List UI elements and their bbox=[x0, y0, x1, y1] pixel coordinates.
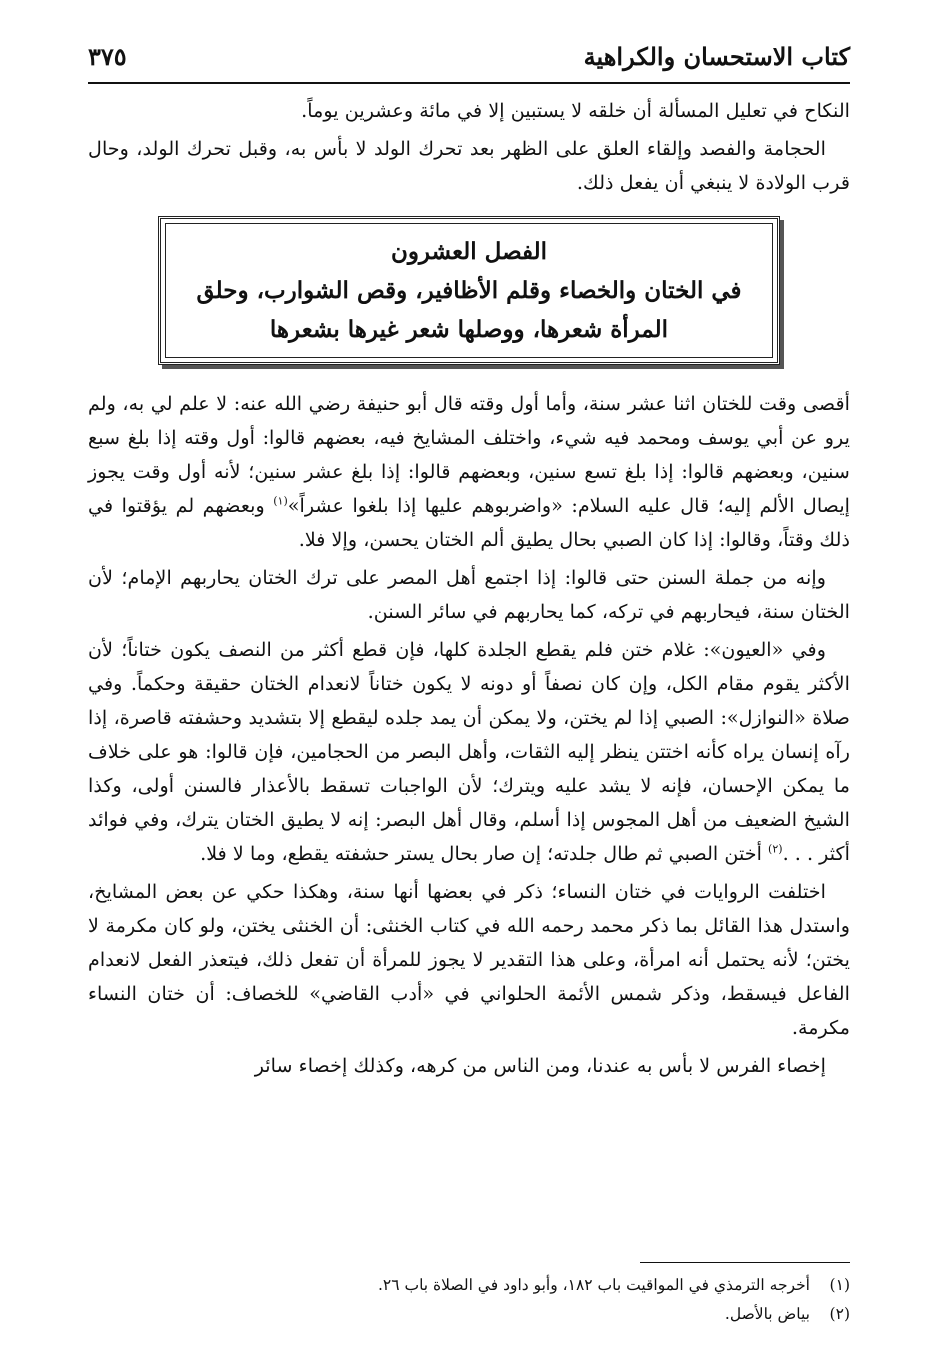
paragraph-text: أختن الصبي ثم طال جلدته؛ إن صار بحال يستر حشفته يقطع، وما لا فلا. bbox=[200, 842, 769, 865]
header-rule bbox=[88, 82, 850, 84]
book-page bbox=[88, 36, 850, 1336]
paragraph-continuation: النكاح في تعليل المسألة أن خلقه لا يستبين إلا في مائة وعشرين يوماً. bbox=[301, 99, 850, 122]
paragraph: اختلفت الروايات في ختان النساء؛ ذكر في بعضها أنها سنة، وهكذا حكي عن بعض المشايخ، واستدل هذا القائل بما ذكر محمد رحمه الله في كتاب الخنثى: أن الخنثى يختن، ولو كان مكرمة لا يختن؛ لأنه يحتمل أنه امرأة، وعلى هذا التقدير لا يجوز للمرأة أن تفعل ذلك، فيتعذر الفعل لانعدام الفاعل فيسقط، وذكر شمس الأئمة الحلواني في «أدب القاضي» للخصاف: أن ختان النساء مكرمة. bbox=[88, 880, 850, 1039]
footnote-ref-1[interactable]: (١) bbox=[273, 494, 288, 508]
paragraph: وإنه من جملة السنن حتى قالوا: إذا اجتمع أهل المصر على ترك الختان يحاربهم الإمام؛ لأن الختان سنة، فيحاربهم في تركه، كما يحاربهم في سائر السنن. bbox=[88, 566, 850, 623]
paragraph-text: وبعضهم لم يؤقتوا في ذلك وقتاً، وقالوا: إذا كان الصبي بحال يطيق ألم الختان يحسن، وإلا فلا. bbox=[88, 494, 850, 551]
paragraph: إخصاء الفرس لا بأس به عندنا، ومن الناس من كرهه، وكذلك إخصاء سائر bbox=[254, 1054, 826, 1077]
footnote bbox=[88, 1271, 850, 1300]
running-title: كتاب الاستحسان والكراهية bbox=[583, 42, 850, 71]
paragraph-text: أقصى وقت للختان اثنا عشر سنة، وأما أول وقته قال أبو حنيفة رضي الله عنه: لا علم لي به، ولم يرو عن أبي يوسف ومحمد فيه شيء، واختلف المشايخ فيه، بعضهم قالوا: أول وقته إذا بلغ سبع سنين، وبعضهم قالوا: إذا بلغ تسع سنين، وبعضهم قالوا: إذا بلغ عشر سنين؛ لأنه أول وقت يجوز إيصال الألم إليه؛ قال عليه السلام: «واضربوهم عليها إذا بلغوا عشراً» bbox=[88, 392, 850, 517]
chapter-heading bbox=[165, 223, 773, 358]
chapter-title-line-1: في الختان والخصاء وقلم الأظافير، وقص الشوارب، وحلق bbox=[196, 277, 742, 304]
footnote-text: أخرجه الترمذي في المواقيت باب ١٨٢، وأبو داود في الصلاة باب ٢٦. bbox=[377, 1276, 810, 1294]
footnote-rule bbox=[640, 1262, 850, 1263]
chapter-title-line-2: المرأة شعرها، ووصلها شعر غيرها بشعرها bbox=[269, 316, 669, 343]
main-text bbox=[88, 94, 850, 1087]
paragraph: الحجامة والفصد وإلقاء العلق على الظهر بعد تحرك الولد لا بأس به، وقبل تحرك الولد، وحال قرب الولادة لا ينبغي أن يفعل ذلك. bbox=[88, 137, 850, 194]
footnote-text: بياض بالأصل. bbox=[724, 1305, 810, 1323]
chapter-heading-box bbox=[158, 216, 780, 365]
page-number: ٣٧٥ bbox=[88, 42, 127, 71]
footnote-ref-2[interactable]: (٢) bbox=[768, 842, 783, 856]
footnotes bbox=[88, 1262, 850, 1329]
footnote-number: (٢) bbox=[829, 1305, 850, 1323]
footnote-number: (١) bbox=[829, 1276, 850, 1294]
paragraph bbox=[88, 387, 850, 557]
chapter-number: الفصل العشرون bbox=[390, 238, 548, 265]
running-header bbox=[88, 36, 850, 86]
paragraph bbox=[88, 633, 850, 871]
footnote bbox=[88, 1300, 850, 1329]
paragraph-text: وفي «العيون»: غلام ختن فلم يقطع الجلدة كلها، فإن قطع أكثر من النصف يكون ختاناً؛ لأن الأكثر يقوم مقام الكل، وإن كان نصفاً أو دونه لا يكون ختاناً لانعدام الختان حقيقة وحكماً. وفي صلاة «النوازل»: الصبي إذا لم يختن، ولا يمكن أن يمد جلده ليقطع إلا بتشديد وحشفته قاصرة، إذا رآه إنسان يراه كأنه اختتن ينظر إليه الثقات، وأهل البصر من الحجامين، فإن قالوا: هو على خلاف ما يمكن الإحسان، فإنه لا يشد عليه ويترك؛ لأن الواجبات تسقط بالأعذار فالسنن أولى، وكذا الشيخ الضعيف من أهل المجوس إذا أسلم، وقال أهل البصر: إنه لا يطيق الختان يترك، وفي فوائد أكثر . . . bbox=[88, 638, 850, 865]
